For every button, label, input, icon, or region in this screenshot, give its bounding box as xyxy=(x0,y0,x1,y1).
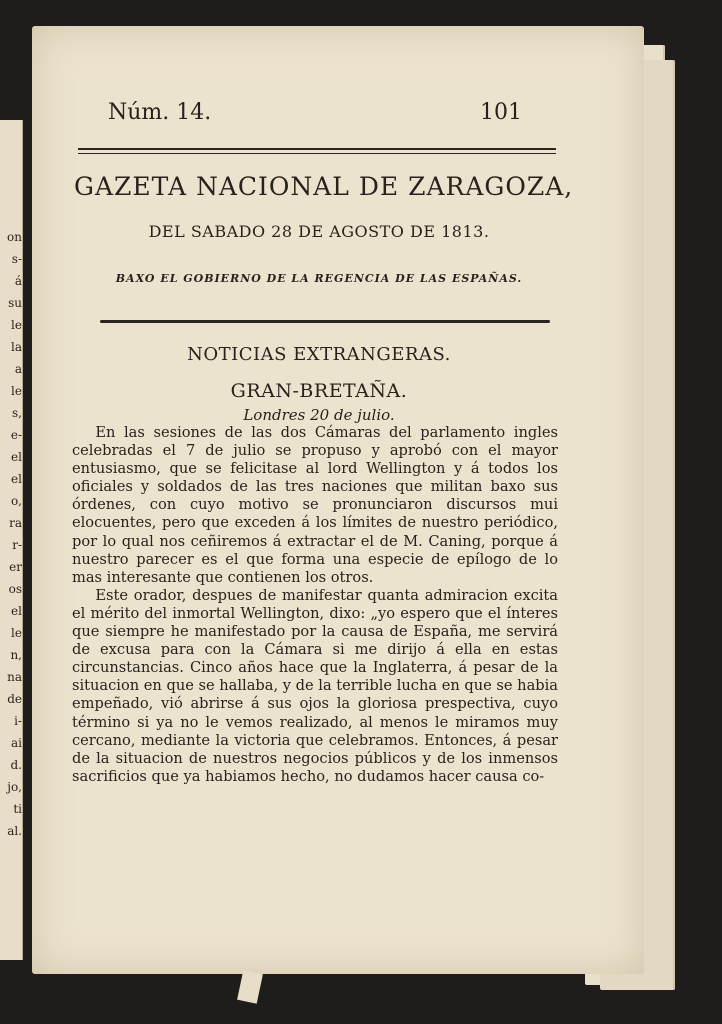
article-body xyxy=(72,424,558,786)
facing-page-fragment: n, xyxy=(10,648,22,662)
facing-page-fragment: er xyxy=(9,560,22,574)
facing-page-fragment: su xyxy=(8,296,22,310)
facing-page-fragment: on xyxy=(7,230,22,244)
issue-date: DEL SABADO 28 DE AGOSTO DE 1813. xyxy=(148,222,490,241)
facing-page-fragment: os xyxy=(8,582,22,596)
facing-page-fragment: na xyxy=(7,670,22,684)
facing-page-fragment: d. xyxy=(10,758,22,772)
paragraph-1: En las sesiones de las dos Cámaras del parlamento ingles celebradas el 7 de julio se propuso y aprobó con el mayor entusiasmo, que se felicitase al lord Wellington y á todos los oficiales y soldados de las tres naciones que militan baxo sus órdenes, con cuyo motivo se pronunciaron discursos mui elocuentes, pero que exceden á los límites de nuestro periódico, por lo qual nos ceñiremos á extractar el de M. Caning, porque á nuestro parecer es el que forma una especie de epílogo de lo mas interesante que contienen los otros. xyxy=(72,424,558,586)
top-double-rule-2 xyxy=(78,153,556,154)
facing-page-fragment: le xyxy=(11,384,22,398)
facing-page-fragment: ra xyxy=(9,516,22,530)
facing-page-fragment: el xyxy=(11,472,22,486)
section-heading: NOTICIAS EXTRANGERAS. xyxy=(187,344,451,365)
facing-page-edge xyxy=(0,120,23,960)
facing-page-fragment: ai xyxy=(11,736,22,750)
facing-page-fragment: le xyxy=(11,318,22,332)
masthead-title: GAZETA NACIONAL DE ZARAGOZA, xyxy=(74,172,574,201)
dateline: Londres 20 de julio. xyxy=(243,406,395,424)
page-number: 101 xyxy=(480,100,522,125)
paragraph-2: Este orador, despues de manifestar quanta admiracion excita el mérito del inmortal Wellington, dixo: „yo espero que el ínteres que siempre he manifestado por la causa de España, me servirá de excusa para con la Cámara si me dirijo á ella en estas circunstancias. Cinco años hace que la Inglaterra, á pesar de la situacion en que se hallaba, y de la terrible lucha en que se habia empeñado, vió abrirse á sus ojos la gloriosa prespectiva, cuyo término si ya no le vemos realizado, al menos le miramos muy cercano, mediante la victoria que celebramos. Entonces, á pesar de la situacion de nuestros negocios públicos y de los inmensos sacrificios que ya habiamos hecho, no dudamos hacer causa co- xyxy=(72,586,558,785)
facing-page-fragment: la xyxy=(11,340,22,354)
facing-page-fragment: al. xyxy=(7,824,22,838)
newspaper-page xyxy=(32,26,644,974)
facing-page-fragment: r- xyxy=(12,538,22,552)
facing-page-fragment: le xyxy=(11,626,22,640)
facing-page-fragment: i- xyxy=(14,714,22,728)
facing-page-fragment: ti xyxy=(13,802,22,816)
facing-page-fragment: el xyxy=(11,450,22,464)
facing-page-fragment: el xyxy=(11,604,22,618)
facing-page-fragment: a xyxy=(14,362,22,376)
facing-page-fragment: s- xyxy=(11,252,22,266)
facing-page-fragment: de xyxy=(7,692,22,706)
facing-page-fragment: e- xyxy=(10,428,22,442)
masthead-rule xyxy=(100,320,550,323)
government-line: BAXO EL GOBIERNO DE LA REGENCIA DE LAS ESPAÑAS. xyxy=(115,272,523,285)
facing-page-fragment: jo, xyxy=(7,780,22,794)
facing-page-fragment: o, xyxy=(10,494,22,508)
country-heading: GRAN-BRETAÑA. xyxy=(230,380,408,402)
issue-number: Núm. 14. xyxy=(108,100,212,125)
facing-page-fragment: á xyxy=(14,274,22,288)
facing-page-fragment: s, xyxy=(12,406,22,420)
paper-tab xyxy=(237,970,263,1004)
top-double-rule-1 xyxy=(78,148,556,150)
